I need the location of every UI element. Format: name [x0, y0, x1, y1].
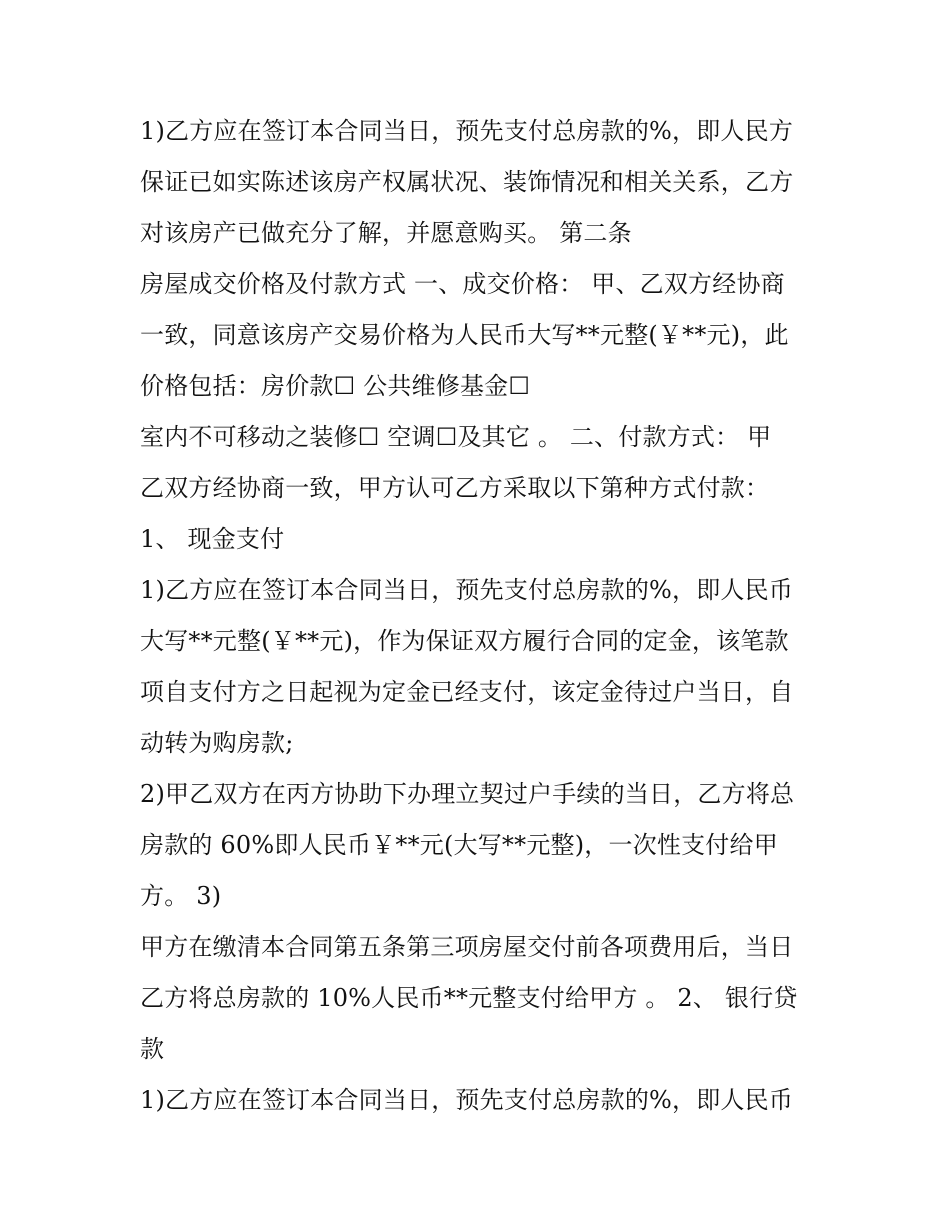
text-line: 方。 3) — [140, 882, 222, 910]
text-line: 房款的 60%即人民币￥**元(大写**元整)，一次性支付给甲 — [140, 831, 778, 859]
text-line: 室内不可移动之装修☐ 空调☐及其它 。 二、付款方式： 甲 — [140, 423, 772, 451]
text-line: 房屋成交价格及付款方式 一、成交价格： 甲、乙双方经协商 — [140, 270, 785, 298]
text-line: 2)甲乙双方在丙方协助下办理立契过户手续的当日，乙方将总 — [140, 780, 795, 808]
text-line: 项自支付方之日起视为定金已经支付，该定金待过户当日，自 — [140, 678, 794, 706]
text-line: 乙双方经协商一致，甲方认可乙方采取以下第种方式付款： — [140, 474, 770, 502]
text-line: 一致，同意该房产交易价格为人民币大写**元整(￥**元)，此 — [140, 321, 789, 349]
text-line: 价格包括：房价款☐ 公共维修基金☐ — [140, 372, 531, 400]
text-line: 1、 现金支付 — [140, 525, 285, 553]
text-line: 1)乙方应在签订本合同当日，预先支付总房款的%，即人民币 — [140, 1086, 794, 1114]
text-line: 1)乙方应在签订本合同当日，预先支付总房款的%，即人民币 — [140, 576, 794, 604]
text-line: 对该房产已做充分了解，并愿意购买。 第二条 — [140, 219, 632, 247]
text-line: 甲方在缴清本合同第五条第三项房屋交付前各项费用后，当日 — [140, 933, 794, 961]
text-line: 动转为购房款; — [140, 729, 294, 757]
text-line: 保证已如实陈述该房产权属状况、装饰情况和相关关系，乙方 — [140, 168, 794, 196]
contract-text-body — [140, 106, 820, 1126]
text-line: 乙方将总房款的 10%人民币**元整支付给甲方 。 2、 银行贷 — [140, 984, 798, 1012]
text-line: 大写**元整(￥**元)，作为保证双方履行合同的定金，该笔款 — [140, 627, 789, 655]
text-line: 款 — [140, 1035, 165, 1063]
text-line: 1)乙方应在签订本合同当日，预先支付总房款的%，即人民方 — [140, 117, 794, 145]
